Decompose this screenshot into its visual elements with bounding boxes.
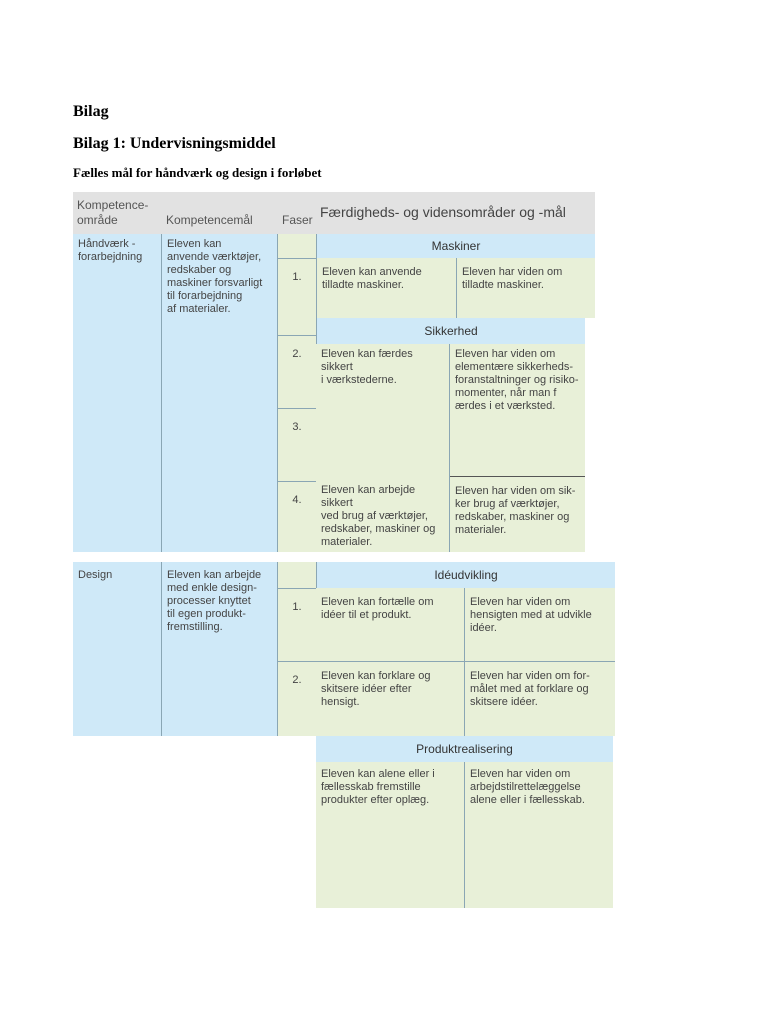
phase-blank [278, 234, 316, 258]
ide-knowledge-2: Eleven har viden om for- målet med at forklare og skitsere idéer. [465, 661, 615, 736]
sikkerhed-skill-2: Eleven kan arbejde sikkert ved brug af værktøjer, redskaber, maskiner og materialer. [316, 476, 450, 552]
subtitle: Fælles mål for håndværk og design i forløbet [73, 165, 322, 180]
phase-4: 4. [278, 481, 316, 552]
area-design: Design [73, 562, 162, 736]
design-phase-blank [278, 562, 316, 588]
sikkerhed-skill-1: Eleven kan færdes sikkert i værkstederne. [316, 344, 450, 476]
ide-knowledge-1: Eleven har viden om hensigten med at udvikle idéer. [465, 588, 615, 661]
header-kompetenceomraade: Kompetence- område [73, 192, 162, 234]
goal-design: Eleven kan arbejde med enkle design- processer knyttet til egen produkt- fremstilling. [162, 562, 278, 736]
header-kompetencemaal: Kompetencemål [162, 192, 278, 234]
ide-skill-1: Eleven kan fortælle om idéer til et produkt. [316, 588, 465, 661]
design-phase-2: 2. [278, 661, 316, 736]
sikkerhed-knowledge-2: Eleven har viden om sik- ker brug af værktøjer, redskaber, maskiner og materialer. [450, 476, 585, 552]
maskiner-skill: Eleven kan anvende tilladte maskiner. [316, 258, 457, 318]
heading-bilag: Bilag [73, 103, 109, 120]
header-faerdigheds-vidensomraader: Færdigheds- og vidensområder og -mål [316, 192, 595, 234]
design-phase-1: 1. [278, 588, 316, 661]
prod-skill: Eleven kan alene eller i fællesskab fremstille produkter efter oplæg. [316, 762, 465, 908]
phase-3: 3. [278, 408, 316, 481]
maskiner-knowledge: Eleven har viden om tilladte maskiner. [457, 258, 595, 318]
heading-bilag-1: Bilag 1: Undervisningsmiddel [73, 135, 276, 152]
header-faser: Faser [278, 192, 316, 234]
band-maskiner: Maskiner [316, 234, 595, 258]
band-sikkerhed: Sikkerhed [316, 318, 585, 344]
prod-knowledge: Eleven har viden om arbejdstilrettelæggelse alene eller i fællesskab. [465, 762, 613, 908]
phase-1: 1. [278, 258, 316, 335]
ide-skill-2: Eleven kan forklare og skitsere idéer efter hensigt. [316, 661, 465, 736]
goal-haandvaerk: Eleven kan anvende værktøjer, redskaber og maskiner forsvarligt til forarbejdning af materialer. [162, 234, 278, 552]
phase-2: 2. [278, 335, 316, 408]
area-haandvaerk: Håndværk - forarbejdning [73, 234, 162, 552]
band-ideudvikling: Idéudvikling [316, 562, 615, 588]
band-produktrealisering: Produktrealisering [316, 736, 613, 762]
sikkerhed-knowledge-1: Eleven har viden om elementære sikkerheds- foranstaltninger og risiko- momenter, når man f ærdes i et værksted. [450, 344, 585, 476]
